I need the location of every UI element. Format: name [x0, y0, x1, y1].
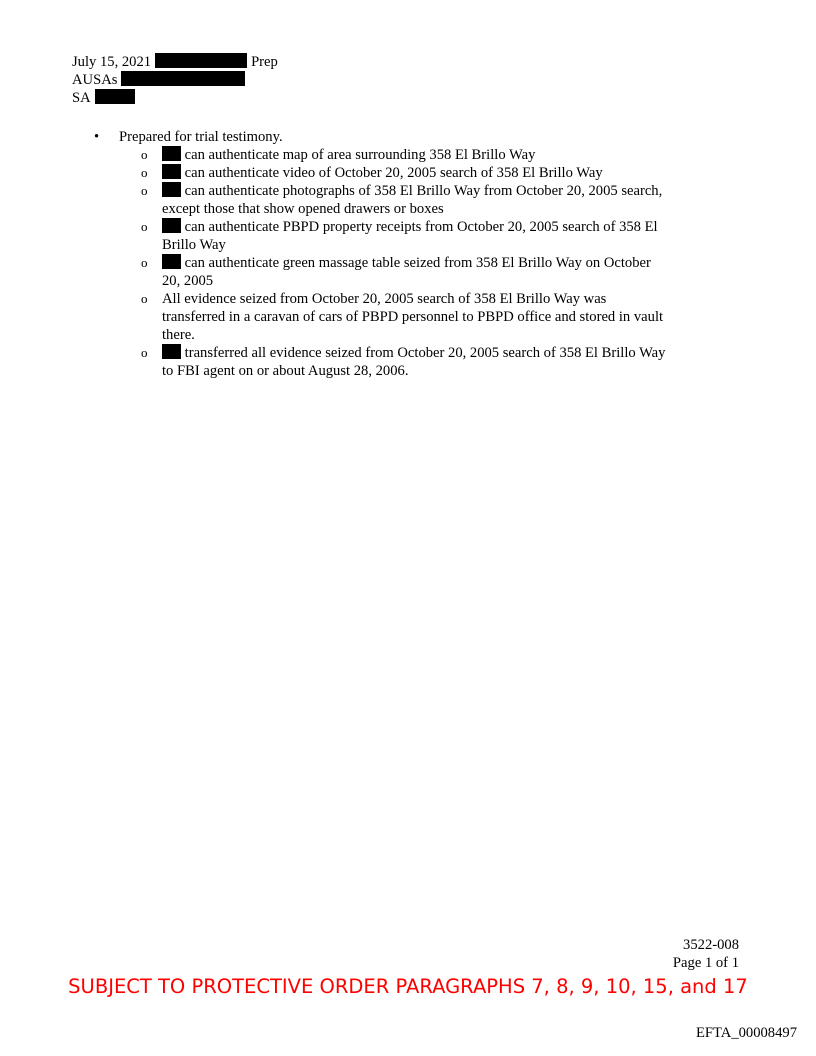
sub-item: [119, 218, 670, 254]
date-line: [72, 53, 278, 71]
doc-number: 3522-008: [683, 937, 739, 953]
sub-item: [119, 146, 670, 164]
circle-bullet-icon: o: [141, 345, 148, 360]
circle-bullet-icon: o: [141, 255, 148, 270]
bullet-item: [90, 128, 670, 380]
circle-bullet-icon: o: [141, 291, 148, 306]
sa-label: SA: [72, 90, 91, 106]
sub-item-text: can authenticate green massage table seized from 358 El Brillo Way on October 20, 2005: [162, 255, 651, 289]
redaction-box: [95, 89, 135, 104]
sub-item-text: can authenticate photographs of 358 El Brillo Way from October 20, 2005 search, except those that show opened drawers or boxes: [162, 183, 663, 217]
redaction-box: [162, 218, 181, 233]
memo-date: July 15, 2021: [72, 54, 152, 70]
redaction-box: [121, 71, 245, 86]
redaction-box: [162, 146, 181, 161]
prep-label: Prep: [251, 54, 278, 70]
ausas-line: [72, 71, 278, 89]
redaction-box: [162, 164, 181, 179]
circle-bullet-icon: o: [141, 147, 148, 162]
sub-item: [119, 344, 670, 380]
sub-list: [119, 146, 670, 380]
bullet-dot-icon: •: [94, 129, 100, 145]
bullet-text: Prepared for trial testimony.: [119, 129, 283, 145]
redaction-box: [155, 53, 247, 68]
redaction-box: [162, 344, 181, 359]
sub-item-text: can authenticate video of October 20, 2005 search of 358 El Brillo Way: [184, 165, 603, 181]
sub-item: [119, 164, 670, 182]
sub-item: [119, 290, 670, 344]
notes-list: [90, 128, 670, 380]
sub-item-text: transferred all evidence seized from October 20, 2005 search of 358 El Brillo Way to FBI agent on or about August 28, 2006.: [162, 345, 666, 379]
sub-item-text: All evidence seized from October 20, 2005 search of 358 El Brillo Way was transferred in a caravan of cars of PBPD personnel to PBPD office and stored in vault there.: [162, 291, 664, 343]
sub-item: [119, 254, 670, 290]
page-footer: [673, 936, 739, 972]
circle-bullet-icon: o: [141, 165, 148, 180]
sub-item-text: can authenticate map of area surrounding 358 El Brillo Way: [184, 147, 536, 163]
redaction-box: [162, 182, 181, 197]
sub-item-text: can authenticate PBPD property receipts from October 20, 2005 search of 358 El Brillo Way: [162, 219, 658, 253]
ausas-label: AUSAs: [72, 72, 118, 88]
protective-order-stamp: SUBJECT TO PROTECTIVE ORDER PARAGRAPHS 7, 8, 9, 10, 15, and 17: [68, 975, 748, 998]
circle-bullet-icon: o: [141, 183, 148, 198]
sa-line: [72, 89, 278, 107]
circle-bullet-icon: o: [141, 219, 148, 234]
bates-number: EFTA_00008497: [696, 1025, 797, 1041]
memo-header: [72, 53, 278, 107]
redaction-box: [162, 254, 181, 269]
sub-item: [119, 182, 670, 218]
page-info: Page 1 of 1: [672, 955, 739, 971]
